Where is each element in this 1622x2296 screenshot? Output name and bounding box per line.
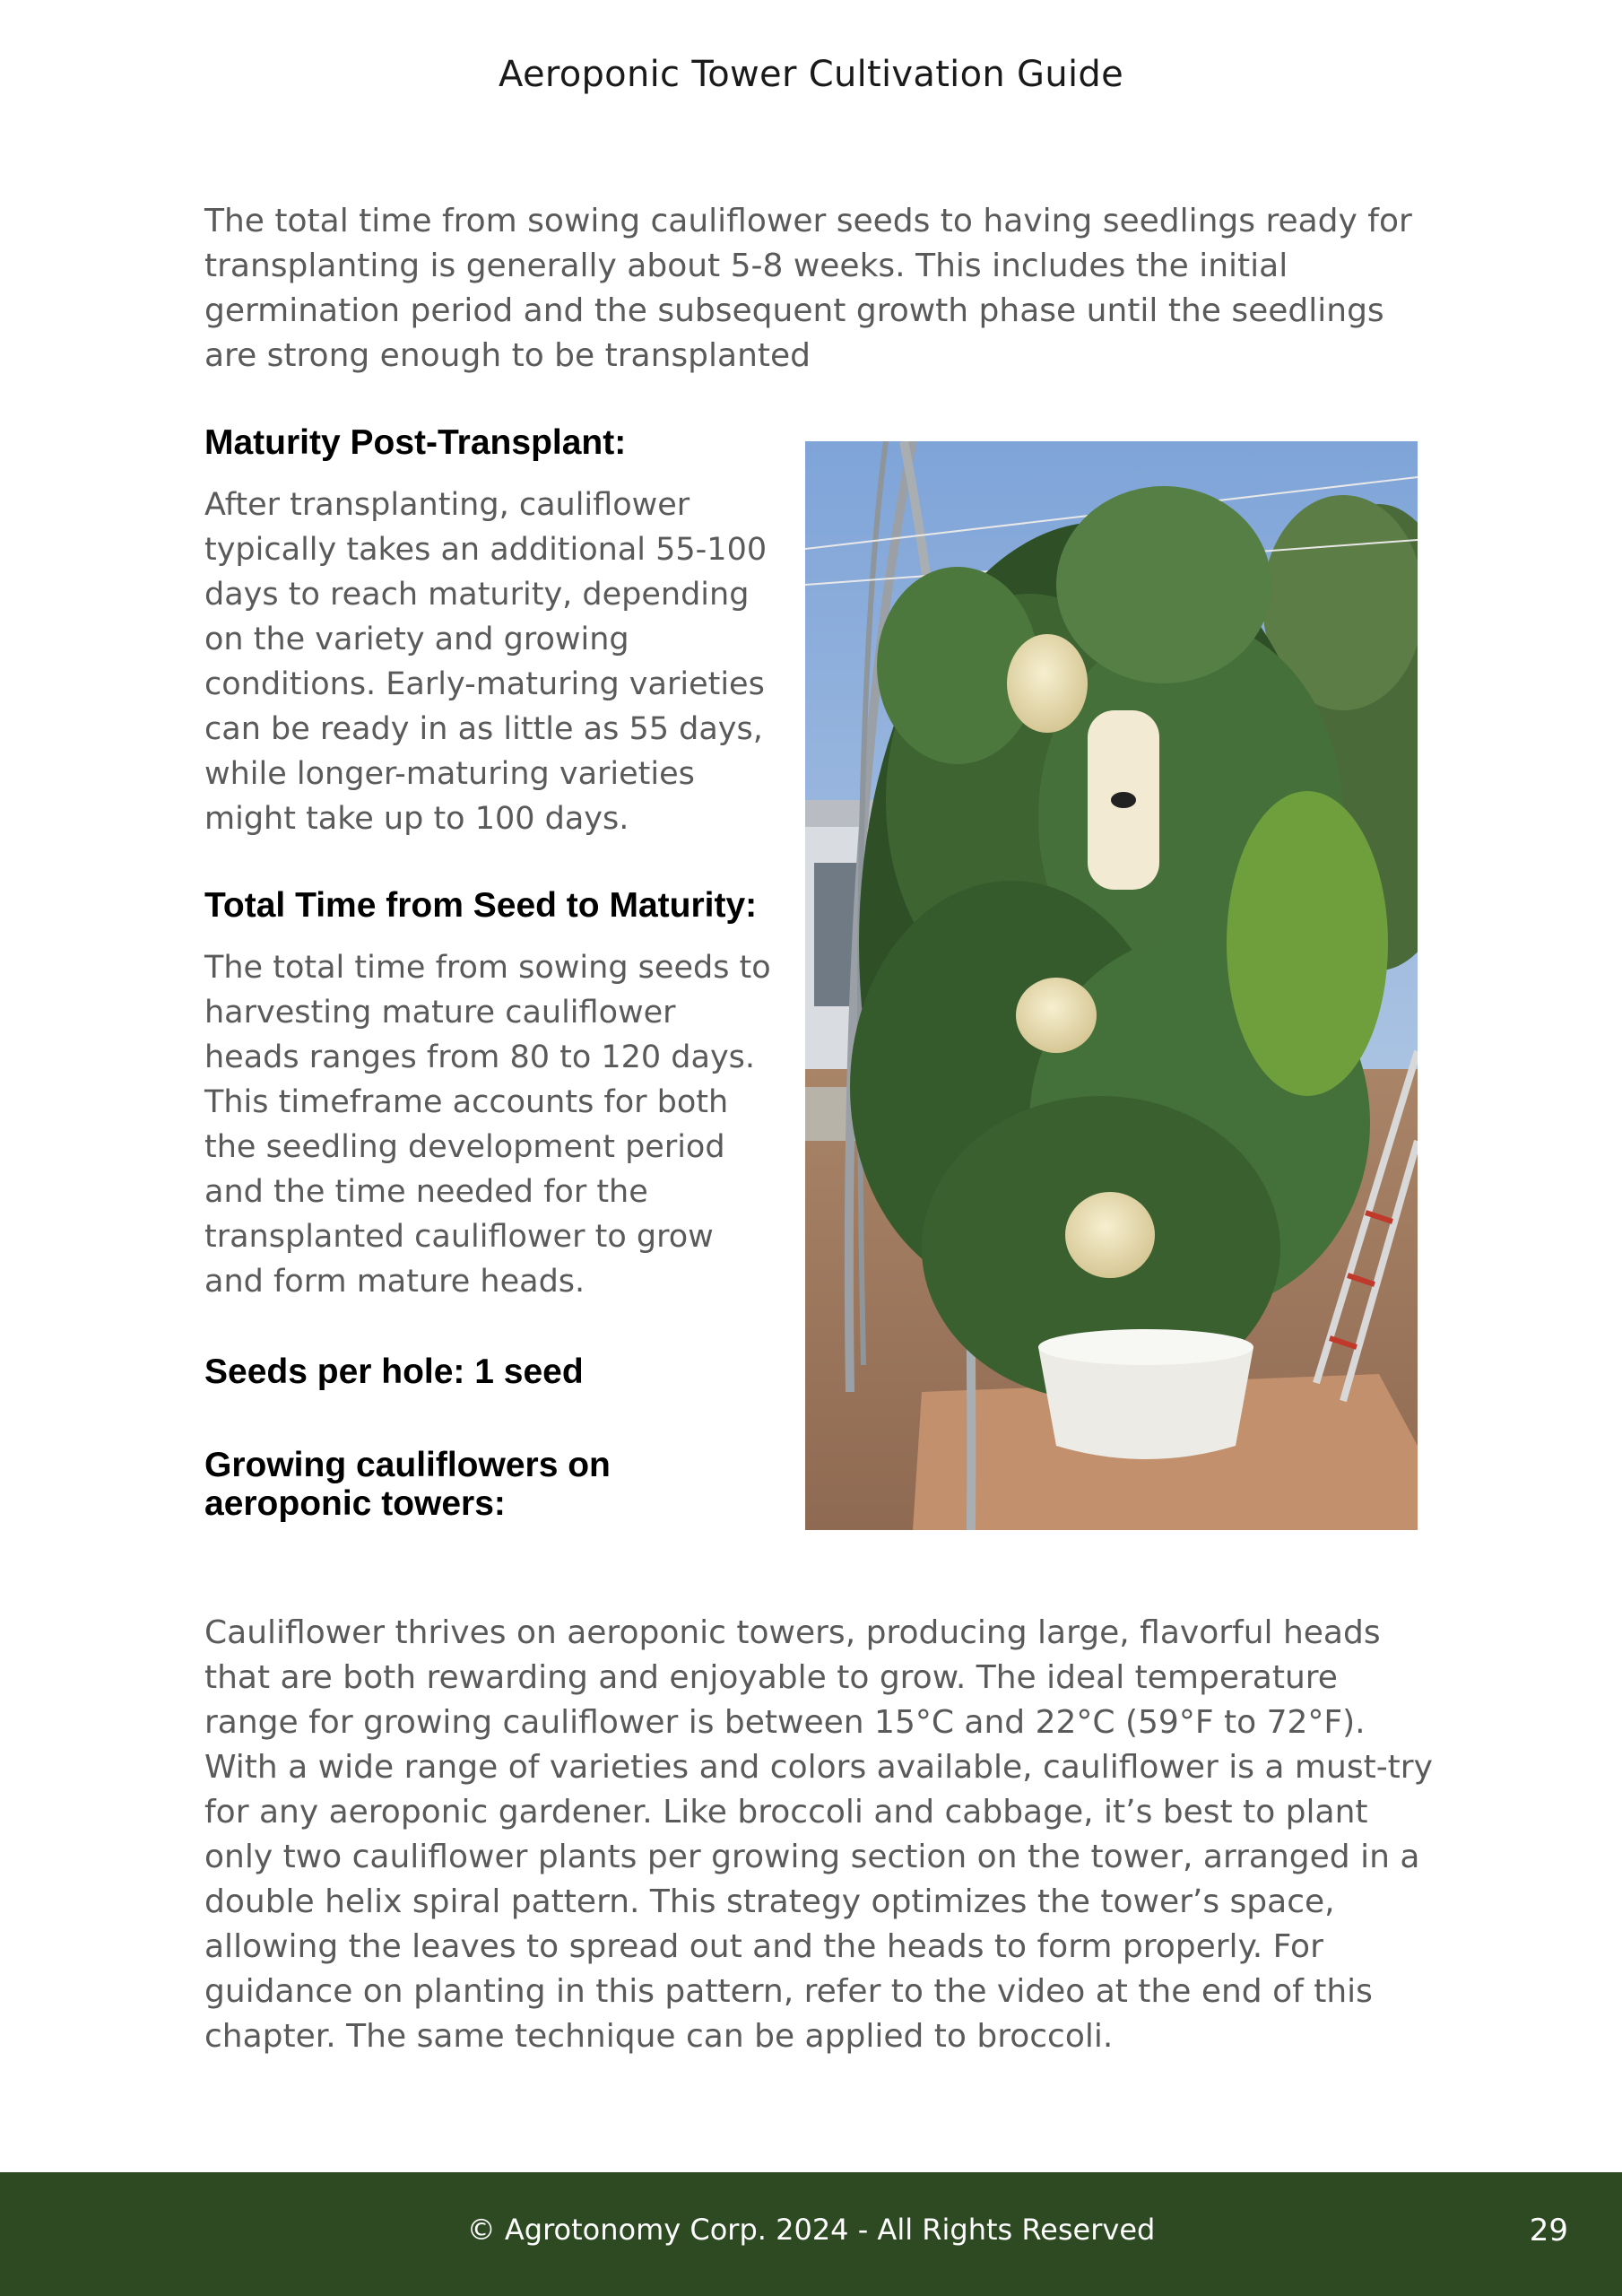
maturity-heading: Maturity Post-Transplant: bbox=[204, 423, 627, 462]
page-number: 29 bbox=[1529, 2213, 1568, 2248]
growing-paragraph: Cauliflower thrives on aeroponic towers, producing large, flavorful heads that are both rewarding and enjoyable to grow. The ideal temperature range for growing cauliflower is between 15°C and 22°C (59°F to 72°F). With a wide range of varieties and colors available, cauliflower is a must-try for any aeroponic gardener. Like broccoli and cabbage, it’s best to plant only two cauliflower plants per growing section on the tower, arranged in a double helix spiral pattern. This strategy optimizes the tower’s space, allowing the leaves to spread out and the heads to form properly. For guidance on planting in this pattern, refer to the video at the end of this chapter. The same technique can be applied to broccoli. bbox=[204, 1614, 1433, 2055]
page-header-title: Aeroponic Tower Cultivation Guide bbox=[498, 54, 1123, 95]
footer-copyright: © Agrotonomy Corp. 2024 - All Rights Reserved bbox=[466, 2213, 1156, 2247]
cauliflower-tower-photo bbox=[805, 441, 1418, 1530]
total-time-heading: Total Time from Seed to Maturity: bbox=[204, 886, 758, 925]
maturity-paragraph: After transplanting, cauliflower typically takes an additional 55-100 days to reach maturity, depending on the variety and growing conditions. Early-maturing varieties can be ready in as little as 55 days, while longer-maturing varieties might take up to 100 days. bbox=[204, 487, 768, 837]
growing-heading: Growing cauliflowers on aeroponic towers: bbox=[204, 1446, 611, 1523]
total-time-paragraph: The total time from sowing seeds to harvesting mature cauliflower heads ranges from 80 to 120 days. This timeframe accounts for both the seedling development period and the time needed for the transplanted cauliflower to grow and form mature heads. bbox=[204, 950, 771, 1300]
intro-paragraph: The total time from sowing cauliflower seeds to having seedlings ready for transplanting is generally about 5-8 weeks. This includes the initial germination period and the subsequent growth phase until the seedlings are strong enough to be transplanted bbox=[204, 203, 1412, 374]
seeds-per-hole-heading: Seeds per hole: 1 seed bbox=[204, 1352, 584, 1391]
left-column bbox=[204, 423, 778, 1523]
page-footer bbox=[0, 2172, 1622, 2296]
